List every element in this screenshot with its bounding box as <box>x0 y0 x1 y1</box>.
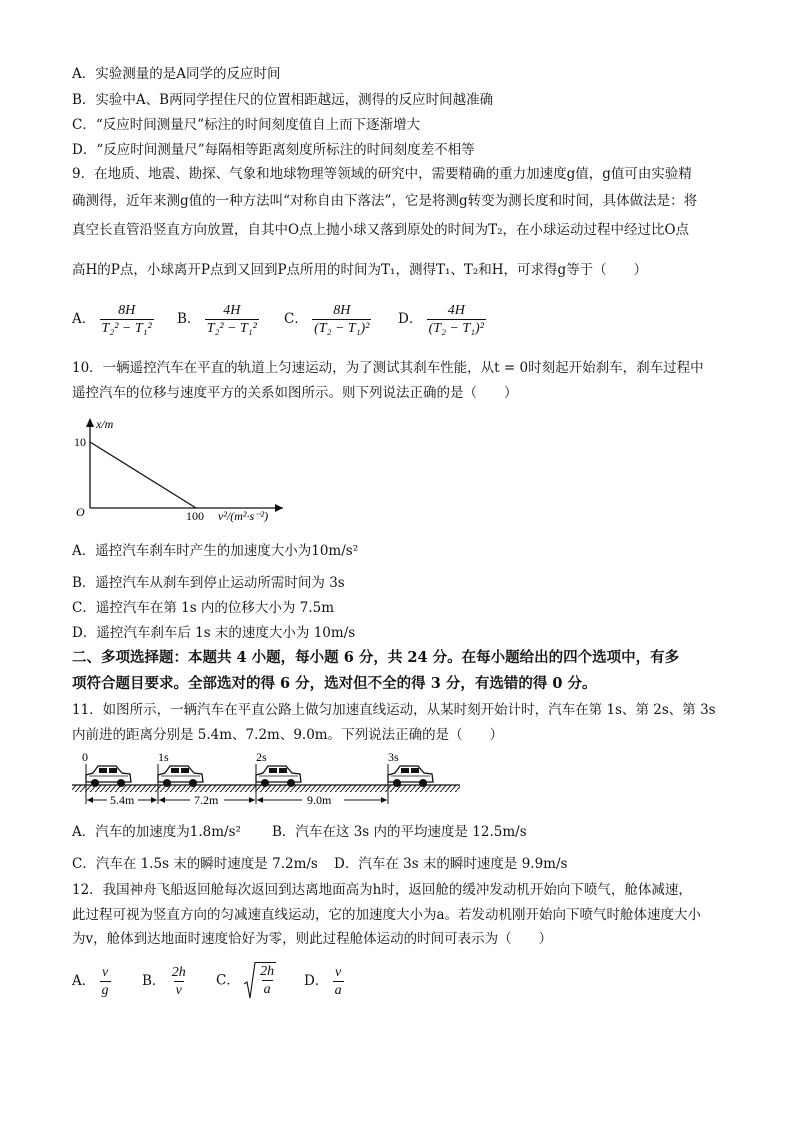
q9-stem-line: 确测得，近年来测g值的一种方法叫“对称自由下落法”，它是将测g转变为测长度和时间，具体做法是：将 <box>72 193 698 209</box>
dist-arrowhead <box>87 797 93 803</box>
q11-stem-line: 内前进的距离分别是 5.4m、7.2m、9.0m。下列说法正确的是（ ） <box>72 727 504 743</box>
dist-arrowhead <box>159 797 165 803</box>
q10-option-d: D．遥控汽车刹车后 1s 末的速度大小为 10m/s <box>72 625 356 641</box>
fraction <box>427 302 486 337</box>
q9-option-c <box>284 302 371 337</box>
car-icon <box>86 766 131 787</box>
distance-label: 7.2m <box>194 793 219 807</box>
dist-arrowhead <box>257 797 263 803</box>
numerator: 8H <box>333 303 351 318</box>
x-axis-label: v²/(m²·s⁻²) <box>218 509 269 523</box>
numerator: 4H <box>447 303 465 318</box>
y-axis-label: x/m <box>96 417 114 431</box>
numerator: 2h <box>171 965 186 980</box>
q10-option-a: A．遥控汽车刹车时产生的加速度大小为10m/s² <box>72 543 359 559</box>
section-heading: 二、多项选择题：本题共 4 小题，每小题 6 分，共 24 分。在每小题给出的四个选项中，有多 <box>72 649 680 666</box>
car-icon <box>256 766 301 787</box>
q10-option-c: C．遥控汽车在第 1s 内的位移大小为 7.5m <box>72 600 334 616</box>
time-label: 1s <box>158 750 169 764</box>
q12-option-b <box>142 964 188 999</box>
car-icon <box>388 766 433 787</box>
radical-sign-icon <box>244 962 256 1000</box>
q8-option-a: A．实验测量的是A同学的反应时间 <box>72 66 281 82</box>
fraction <box>205 302 259 337</box>
denominator: T₂² − T₁² <box>206 321 257 336</box>
denominator: (T₂ − T₁)² <box>428 321 484 336</box>
dist-arrowhead <box>151 797 157 803</box>
denominator: v <box>175 983 182 998</box>
numerator: v <box>101 965 109 980</box>
numerator: 4H <box>223 303 241 318</box>
q10-stem-line: 遥控汽车的位移与速度平方的关系如图所示。则下列说法正确的是（ ） <box>72 385 518 401</box>
fraction <box>258 963 276 998</box>
car-icon <box>158 766 203 787</box>
fraction <box>312 302 371 337</box>
q12-stem-line: 此过程可视为竖直方向的匀减速直线运动，它的加速度大小为a。若发动机刚开始向下喷气时舱体速度大小 <box>72 907 702 923</box>
option-label: D． <box>304 973 329 989</box>
q12-option-d <box>304 964 344 999</box>
q9-stem-line: 高H的P点，小球离开P点到又回到P点所用的时间为T₁，测得T₁、T₂和H，可求得g等于（ ） <box>72 262 648 278</box>
denominator: g <box>101 983 109 998</box>
time-label: 0 <box>82 750 88 764</box>
numerator: 8H <box>118 303 136 318</box>
y-tick-label: 10 <box>74 435 86 449</box>
numerator: v <box>335 965 342 980</box>
time-label: 2s <box>256 750 267 764</box>
q11-option-b: B．汽车在这 3s 内的平均速度是 12.5m/s <box>272 824 527 840</box>
q11-figure <box>72 748 462 810</box>
denominator: a <box>334 983 342 998</box>
q12-option-a <box>72 964 111 999</box>
q9-option-a <box>72 302 154 337</box>
graph-line <box>90 442 196 508</box>
distance-label: 5.4m <box>110 793 135 807</box>
q11-option-d: D．汽车在 3s 末的瞬时速度是 9.9m/s <box>334 856 568 872</box>
option-label: B． <box>142 973 166 989</box>
option-label: D． <box>398 311 423 327</box>
x-axis-arrow <box>275 504 283 512</box>
q9-option-b <box>177 302 259 337</box>
option-label: C． <box>284 311 308 327</box>
dist-arrowhead <box>249 797 255 803</box>
denominator: T₂² − T₁² <box>101 321 152 336</box>
time-label: 3s <box>388 750 399 764</box>
x-tick-label: 100 <box>186 509 204 523</box>
section-heading: 项符合题目要求。全部选对的得 6 分，选对但不全的得 3 分，有选错的得 0 分。 <box>72 675 597 692</box>
origin-label: O <box>76 505 85 519</box>
option-label: A． <box>72 973 96 989</box>
q12-stem-line: 12．我国神舟飞船返回舱每次返回到达离地面高为h时，返回舱的缓冲发动机开始向下喷气，舱体减速， <box>72 882 692 898</box>
q12-stem-line: 为v，舱体到达地面时速度恰好为零，则此过程舱体运动的时间可表示为（ ） <box>72 931 553 947</box>
distance-label: 9.0m <box>307 793 332 807</box>
q9-stem-line: 真空长直管沿竖直方向放置，自其中O点上抛小球又落到原处的时间为T₂，在小球运动过程中经过比O点 <box>72 222 690 238</box>
q9-option-d <box>398 302 486 337</box>
fraction <box>100 964 111 999</box>
q10-graph <box>68 412 308 527</box>
fraction <box>100 302 154 337</box>
option-label: B． <box>177 311 201 327</box>
q8-option-c: C．“反应时间测量尺”标注的时间刻度值自上而下逐渐增大 <box>72 117 421 133</box>
numerator: 2h <box>260 964 275 979</box>
q10-stem-line: 10．一辆遥控汽车在平直的轨道上匀速运动，为了测试其刹车性能，从t = 0时刻起开始刹车，刹车过程中 <box>72 360 704 376</box>
q10-option-b: B．遥控汽车从刹车到停止运动所需时间为 3s <box>72 575 345 591</box>
square-root <box>244 962 276 1000</box>
q11-option-c: C．汽车在 1.5s 末的瞬时速度是 7.2m/s <box>72 856 318 872</box>
q11-option-a: A．汽车的加速度为1.8m/s² <box>72 824 241 840</box>
y-axis-arrow <box>86 418 94 427</box>
option-label: C． <box>216 972 240 989</box>
denominator: a <box>263 982 271 997</box>
fraction <box>333 964 344 999</box>
denominator: (T₂ − T₁)² <box>314 321 370 336</box>
q8-option-b: B．实验中A、B两同学捏住尺的位置相距越远，测得的反应时间越准确 <box>72 92 494 108</box>
q12-option-c <box>216 962 276 1000</box>
q11-stem-line: 11．如图所示，一辆汽车在平直公路上做匀加速直线运动，从某时刻开始计时，汽车在第 1s、第 2s、第 3s <box>72 702 716 718</box>
dist-arrowhead <box>381 797 387 803</box>
q8-option-d: D．“反应时间测量尺”每隔相等距离刻度所标注的时间刻度差不相等 <box>72 142 475 158</box>
option-label: A． <box>72 311 96 327</box>
q9-stem-line: 9．在地质、地震、勘探、气象和地球物理等领域的研究中，需要精确的重力加速度g值，g值可由实验精 <box>72 166 692 182</box>
fraction <box>170 964 188 999</box>
